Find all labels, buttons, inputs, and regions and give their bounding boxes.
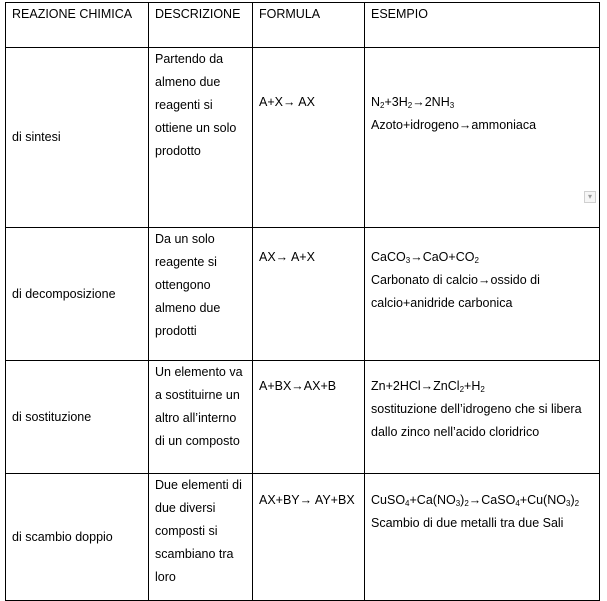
example-text: Carbonato di calcio→ossido di calcio+anidride carbonica bbox=[371, 273, 540, 310]
equation-text: +Ca(NO bbox=[409, 493, 456, 507]
table-row bbox=[6, 361, 600, 474]
subscript: 2 bbox=[480, 385, 485, 394]
subscript: 2 bbox=[380, 101, 385, 110]
equation-text: →CaSO bbox=[468, 493, 516, 507]
description-cell: Da un solo reagente si ottengono almeno due prodotti bbox=[149, 228, 253, 361]
subscript: 3 bbox=[449, 101, 455, 110]
equation-text: CaCO bbox=[371, 250, 406, 264]
formula-cell: A+X→ AX bbox=[253, 48, 365, 228]
header-row bbox=[6, 3, 600, 48]
equation-text: +Cu(NO bbox=[519, 493, 566, 507]
example-equation bbox=[371, 375, 593, 398]
equation-text: Zn+2HCl→ZnCl bbox=[371, 379, 460, 393]
example-equation bbox=[371, 246, 593, 269]
example-equation bbox=[371, 91, 593, 114]
subscript: 4 bbox=[405, 499, 410, 508]
example-text: sostituzione dell’idrogeno che si libera dallo zinco nell’acido cloridrico bbox=[371, 402, 582, 439]
subscript: 3 bbox=[565, 499, 571, 508]
formula-cell: AX→ A+X bbox=[253, 228, 365, 361]
subscript: 2 bbox=[407, 101, 413, 110]
equation-text: →2NH bbox=[412, 95, 450, 109]
equation-text: +H bbox=[464, 379, 481, 393]
subscript: 2 bbox=[574, 499, 580, 508]
example-text: Azoto+idrogeno→ammoniaca bbox=[371, 118, 537, 132]
header-description: DESCRIZIONE bbox=[149, 3, 253, 48]
example-equation bbox=[371, 489, 593, 512]
example-cell bbox=[365, 48, 600, 228]
example-text: Scambio di due metalli tra due Sali bbox=[371, 516, 564, 530]
reaction-type-cell: di sintesi bbox=[6, 48, 149, 228]
reaction-type-cell: di sostituzione bbox=[6, 361, 149, 474]
formula-cell: A+BX→AX+B bbox=[253, 361, 365, 474]
table-row bbox=[6, 474, 600, 601]
reaction-type-cell: di scambio doppio bbox=[6, 474, 149, 601]
example-cell bbox=[365, 361, 600, 474]
chevron-down-icon[interactable]: ▾ bbox=[584, 191, 596, 203]
reactions-table bbox=[5, 2, 600, 601]
equation-text: ) bbox=[460, 493, 465, 507]
description-cell: Due elementi di due diversi composti si scambiano tra loro bbox=[149, 474, 253, 601]
equation-text: N bbox=[371, 95, 381, 109]
example-cell bbox=[365, 228, 600, 361]
subscript: 3 bbox=[405, 256, 411, 265]
header-example: ESEMPIO bbox=[365, 3, 600, 48]
header-formula: FORMULA bbox=[253, 3, 365, 48]
equation-text: ) bbox=[570, 493, 575, 507]
description-cell: Partendo da almeno due reagenti si ottiene un solo prodotto bbox=[149, 48, 253, 228]
equation-text: +3H bbox=[384, 95, 408, 109]
table-row bbox=[6, 48, 600, 228]
subscript: 2 bbox=[459, 385, 465, 394]
reaction-type-cell: di decomposizione bbox=[6, 228, 149, 361]
description-cell: Un elemento va a sostituirne un altro all’interno di un composto bbox=[149, 361, 253, 474]
equation-text: →CaO+CO bbox=[410, 250, 475, 264]
subscript: 2 bbox=[464, 499, 469, 508]
formula-cell: AX+BY→ AY+BX bbox=[253, 474, 365, 601]
example-cell bbox=[365, 474, 600, 601]
subscript: 2 bbox=[474, 256, 479, 265]
table-row bbox=[6, 228, 600, 361]
subscript: 4 bbox=[515, 499, 520, 508]
header-reaction: REAZIONE CHIMICA bbox=[6, 3, 149, 48]
subscript: 3 bbox=[455, 499, 461, 508]
equation-text: CuSO bbox=[371, 493, 406, 507]
